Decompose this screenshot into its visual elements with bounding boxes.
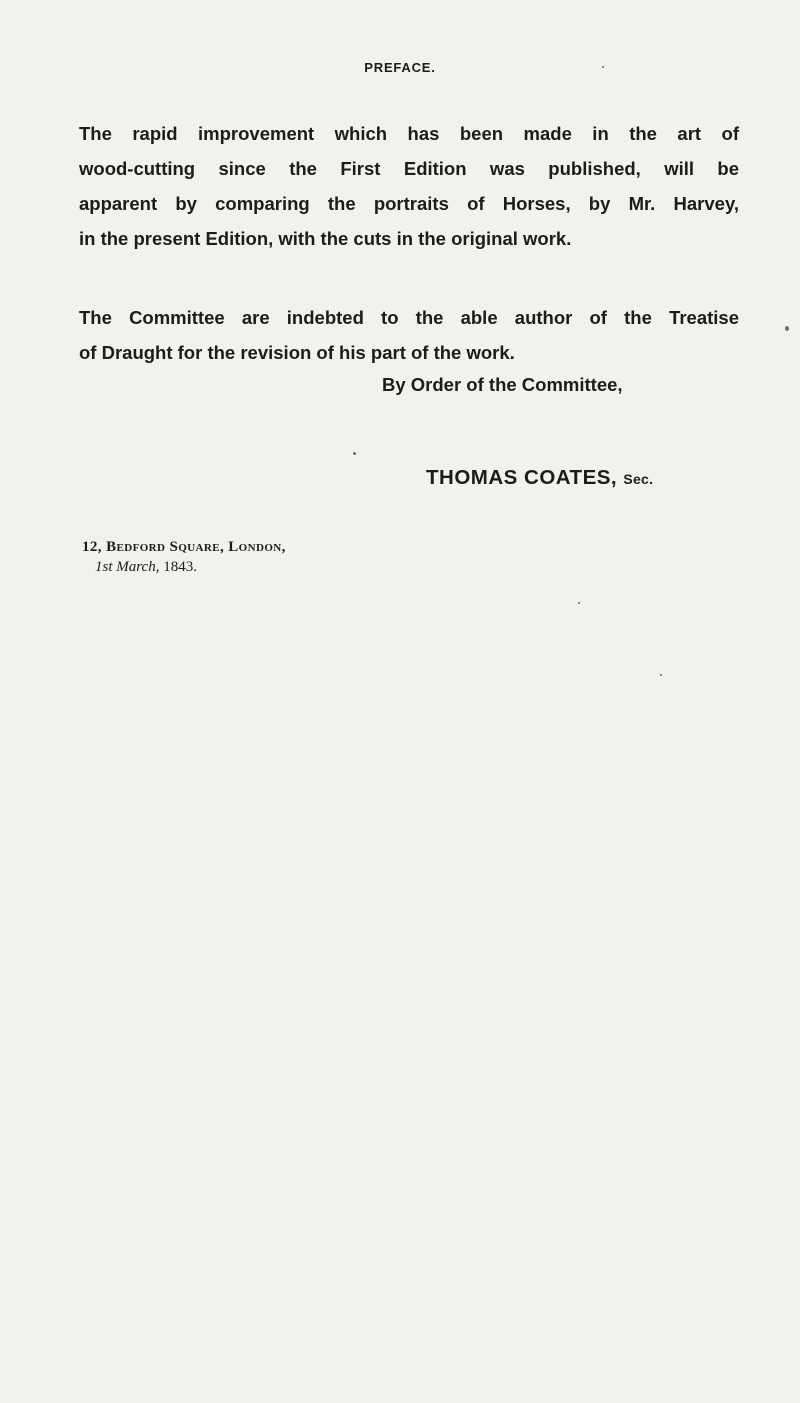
paragraph-committee xyxy=(79,300,739,370)
paper-speck xyxy=(578,602,580,604)
page-heading: PREFACE. xyxy=(364,60,436,75)
date-year: 1843. xyxy=(163,559,197,575)
paragraph-line: wood-cutting since the First Edition was published, will be xyxy=(79,158,739,179)
date-prefix: 1st xyxy=(95,559,113,575)
paragraph-line: in the present Edition, with the cuts in the original work. xyxy=(79,228,572,249)
address-date xyxy=(82,557,286,577)
address-block xyxy=(82,537,286,577)
paper-speck xyxy=(660,674,662,676)
signature xyxy=(426,466,653,490)
paragraph-line: The Committee are indebted to the able author of the Treatise xyxy=(79,307,739,328)
paper-speck xyxy=(785,326,789,331)
paper-speck xyxy=(353,452,356,455)
signature-role: Sec. xyxy=(623,471,654,487)
address-street: 12, Bedford Square, London, xyxy=(82,539,286,555)
signature-name: THOMAS COATES, xyxy=(426,466,618,489)
paragraph-line: The rapid improvement which has been made in the art of xyxy=(79,123,739,144)
date-month: March, xyxy=(116,559,160,575)
paragraph-improvement xyxy=(79,116,739,256)
paper-speck xyxy=(602,66,604,68)
paragraph-line: apparent by comparing the portraits of Horses, by Mr. Harvey, xyxy=(79,193,739,214)
paragraph-line: of Draught for the revision of his part of the work. xyxy=(79,342,515,363)
closing-line: By Order of the Committee, xyxy=(382,374,623,395)
